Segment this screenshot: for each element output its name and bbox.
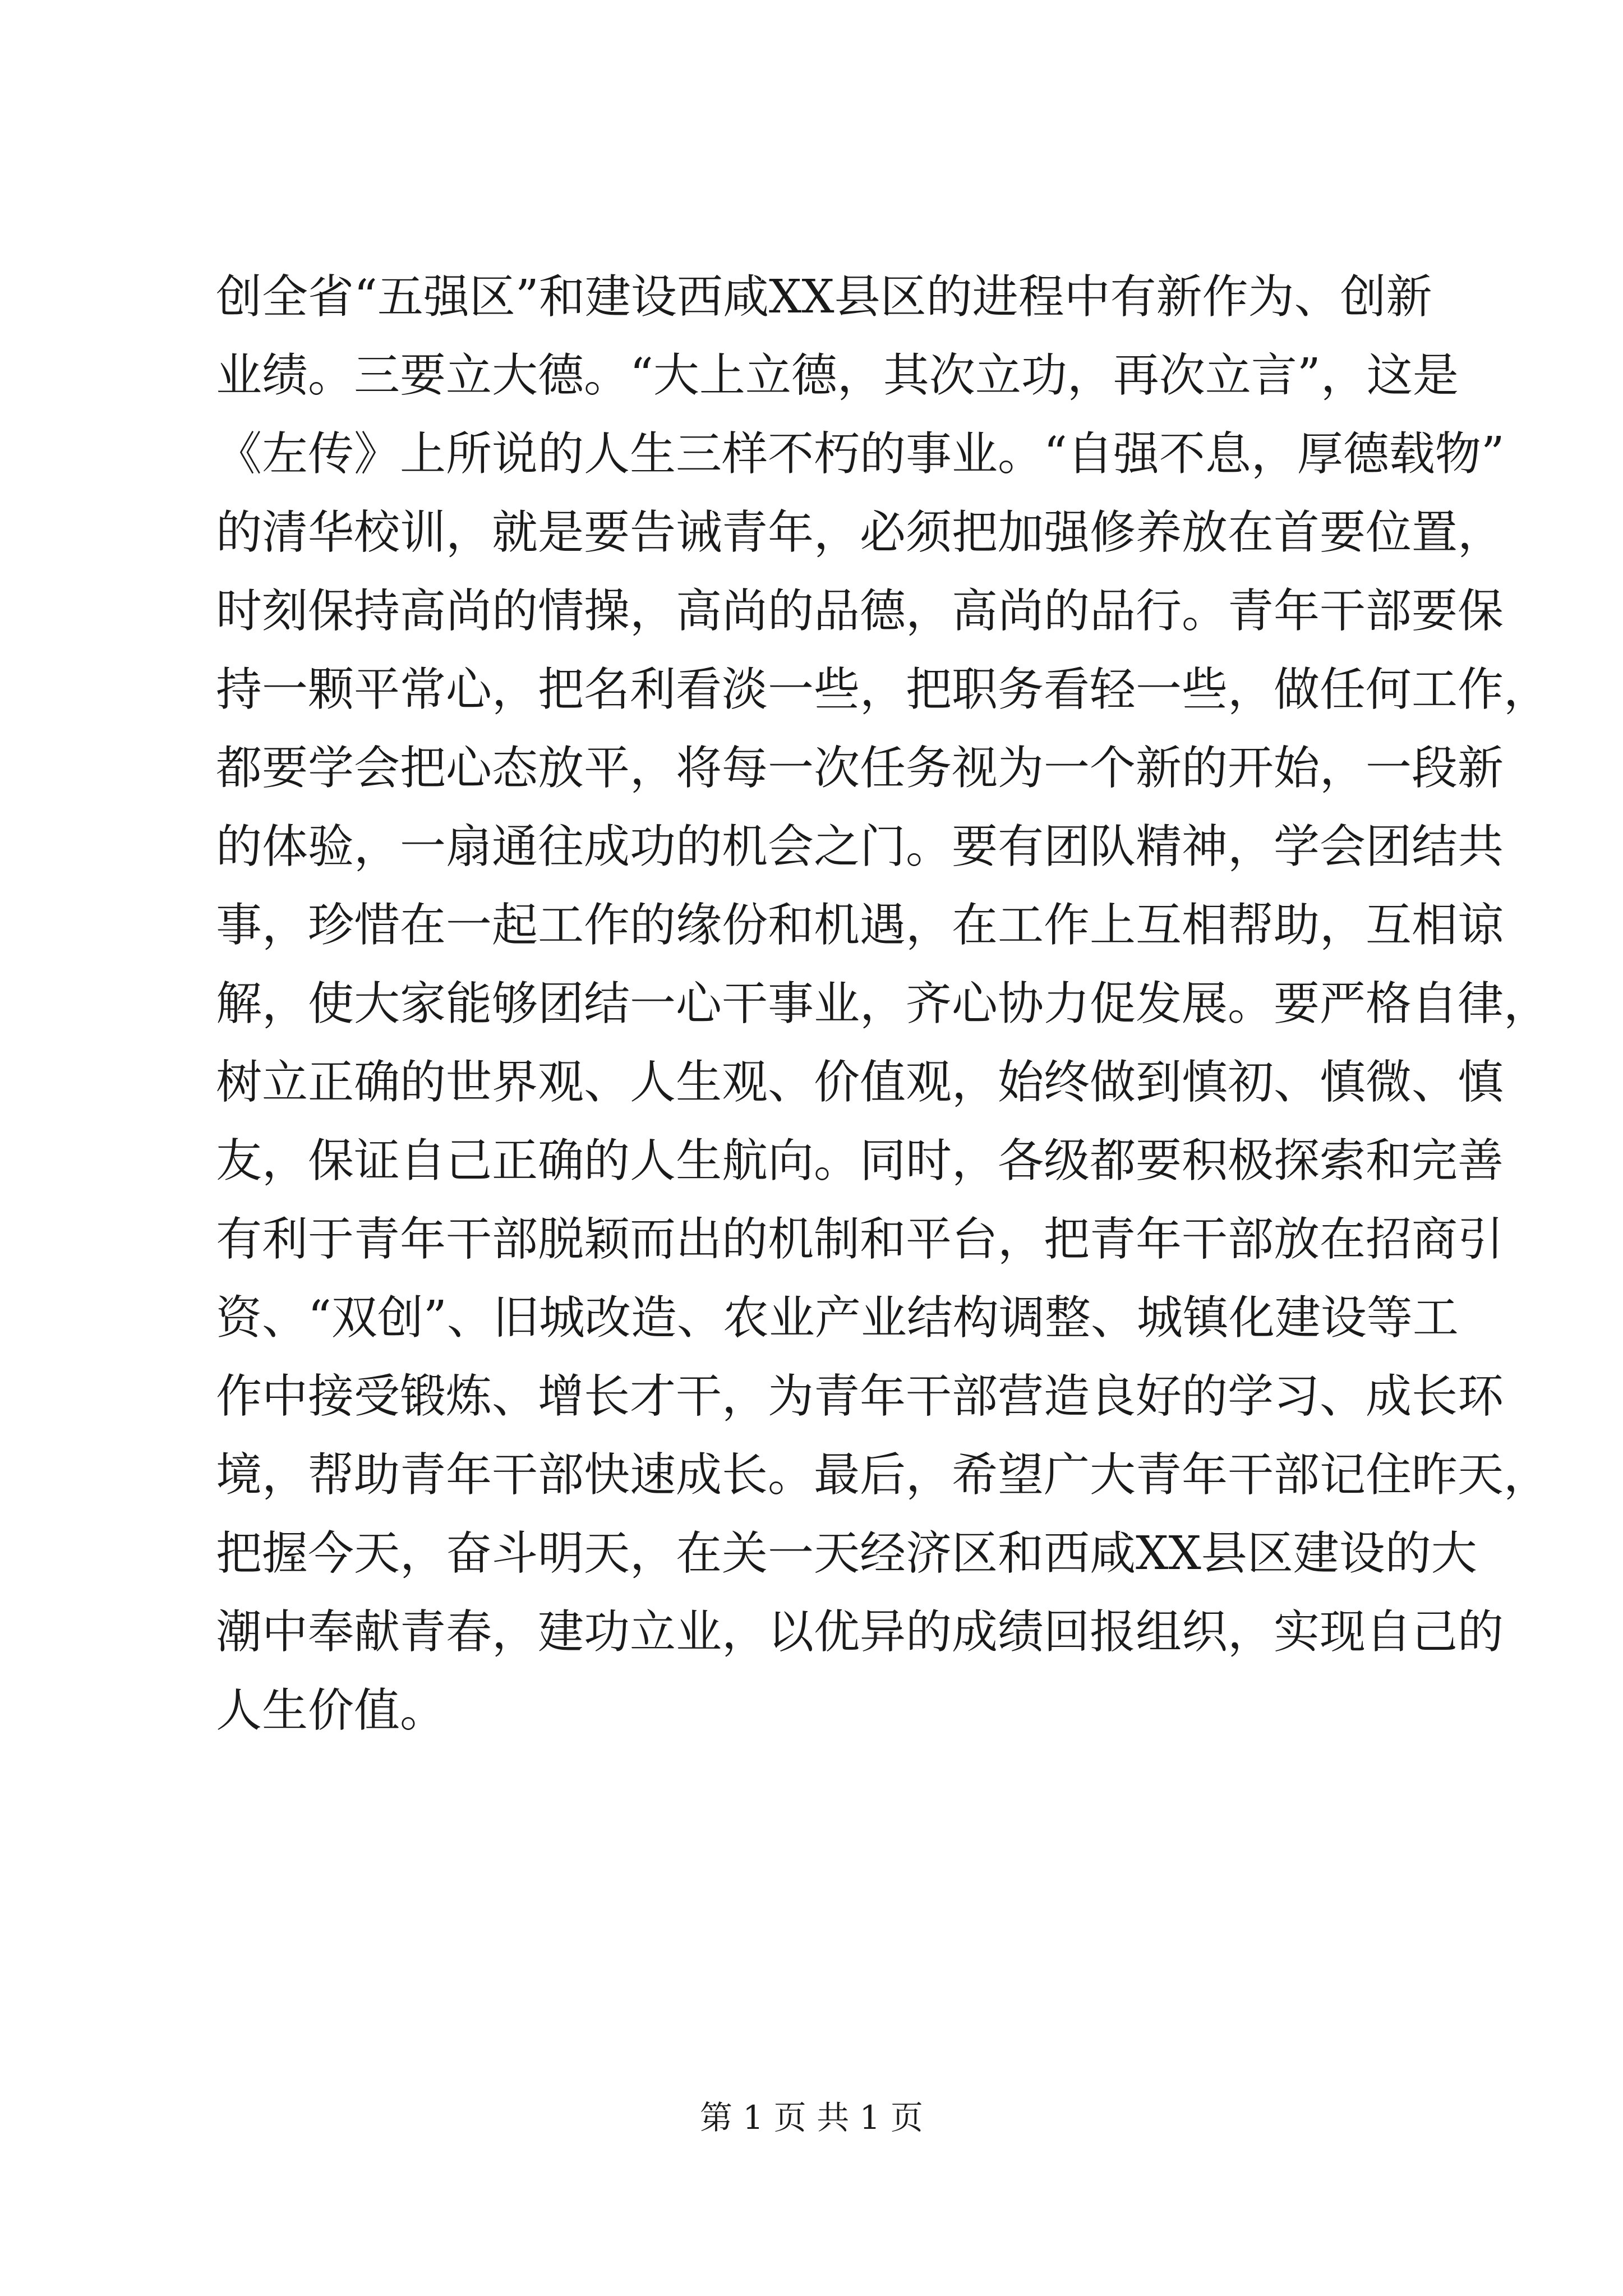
text-line: 友，保证自己正确的人生航向。同时，各级都要积极探索和完善 [216,1134,1504,1188]
text-line: 树立正确的世界观、人生观、价值观，始终做到慎初、慎微、慎 [216,1056,1504,1109]
body-paragraph [216,258,1550,1750]
text-line: 人生价值。 [216,1684,446,1737]
text-line: 的体验，一扇通往成功的机会之门。要有团队精神，学会团结共 [216,820,1504,873]
text-line: 作中接受锻炼、增长才干，为青年干部营造良好的学习、成长环 [216,1370,1504,1423]
text-line: 事，珍惜在一起工作的缘份和机遇，在工作上互相帮助，互相谅 [216,899,1504,952]
text-line: 都要学会把心态放平，将每一次任务视为一个新的开始，一段新 [216,742,1504,795]
text-line: 业绩。三要立大德。“大上立德，其次立功，再次立言”，这是 [216,349,1459,402]
text-line: 境，帮助青年干部快速成长。最后，希望广大青年干部记住昨天， [216,1448,1550,1502]
text-line: 资、“双创”、旧城改造、农业产业结构调整、城镇化建设等工 [216,1291,1459,1345]
text-line: 创全省“五强区”和建设西咸XX县区的进程中有新作为、创新 [216,270,1432,324]
text-line: 时刻保持高尚的情操，高尚的品德，高尚的品行。青年干部要保 [216,585,1504,638]
text-line: 的清华校训，就是要告诫青年，必须把加强修养放在首要位置， [216,506,1504,559]
text-line: 持一颗平常心，把名利看淡一些，把职务看轻一些，做任何工作， [216,663,1550,716]
text-line: 有利于青年干部脱颖而出的机制和平台，把青年干部放在招商引 [216,1213,1504,1266]
text-line: 潮中奉献青春，建功立业，以优异的成绩回报组织，实现自己的 [216,1605,1504,1659]
text-line: 解，使大家能够团结一心干事业，齐心协力促发展。要严格自律， [216,977,1550,1030]
page-number-footer: 第 1 页 共 1 页 [700,2099,923,2137]
text-line: 把握今天，奋斗明天，在关一天经济区和西咸XX县区建设的大 [216,1527,1477,1580]
text-line: 《左传》上所说的人生三样不朽的事业。“自强不息，厚德载物” [216,427,1505,481]
